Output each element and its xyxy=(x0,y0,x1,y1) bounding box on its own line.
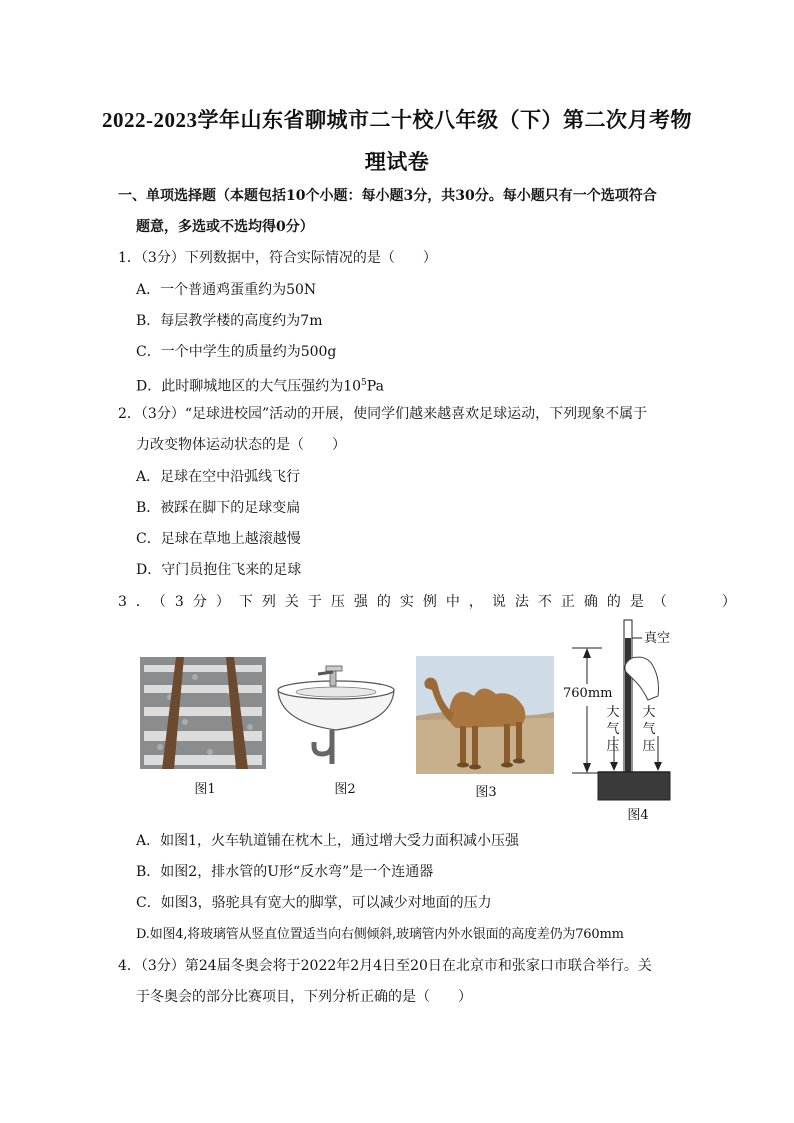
question-2-option-b: B．被踩在脚下的足球变扁 xyxy=(136,500,301,516)
figure-1-caption: 图1 xyxy=(194,782,216,797)
height-760mm-label: 760mm xyxy=(563,686,613,701)
question-2-option-d: D．守门员抱住飞来的足球 xyxy=(136,562,302,578)
figure-2-caption: 图2 xyxy=(334,782,356,797)
section-heading-line1: 一、单项选择题（本题包括10个小题：每小题3分，共30分。每小题只有一个选项符合 xyxy=(118,188,657,204)
question-2-stem-line2: 力改变物体运动状态的是（ ） xyxy=(136,437,346,453)
atm-left-char-3: 压 xyxy=(606,739,620,754)
atm-right-char-2: 气 xyxy=(642,722,656,737)
question-3-option-b: B．如图2，排水管的U形“反水弯”是一个连通器 xyxy=(136,864,434,880)
atmospheric-pressure-label-left xyxy=(605,704,621,755)
question-1-stem: 1．（3分）下列数据中，符合实际情况的是（ ） xyxy=(118,250,437,266)
question-2-option-a: A．足球在空中沿弧线飞行 xyxy=(136,469,301,485)
atm-right-char-1: 大 xyxy=(642,705,656,720)
question-4-stem-line1: 4．（3分）第24届冬奥会将于2022年2月4日至20日在北京市和张家口市联合举行。关 xyxy=(118,958,652,974)
question-3-stem: 3．（3分）下列关于压强的实例中，说法不正确的是（ ） xyxy=(118,594,745,610)
exam-title-line2: 理试卷 xyxy=(364,150,430,174)
figure-2-wash-basin xyxy=(272,660,400,772)
question-4-stem-line2: 于冬奥会的部分比赛项目，下列分析正确的是（ ） xyxy=(136,989,472,1005)
question-1-option-a: A．一个普通鸡蛋重约为50N xyxy=(136,282,317,298)
atm-left-char-2: 气 xyxy=(606,722,620,737)
atm-right-char-3: 压 xyxy=(642,739,656,754)
exam-title-line1: 2022-2023学年山东省聊城市二十校八年级（下）第二次月考物 xyxy=(102,108,692,132)
question-1-option-d-exponent: 5 xyxy=(361,378,367,388)
atm-left-char-1: 大 xyxy=(606,705,620,720)
section-heading-line2: 题意，多选或不选均得0分） xyxy=(136,219,314,235)
question-1-option-d-unit: Pa xyxy=(366,378,384,395)
question-2-option-c: C．足球在草地上越滚越慢 xyxy=(136,531,301,547)
question-3-option-d: D.如图4,将玻璃管从竖直位置适当向右侧倾斜,玻璃管内外水银面的高度差仍为760mm xyxy=(136,927,624,942)
figure-1-railway-track xyxy=(140,657,266,769)
figure-4-caption: 图4 xyxy=(627,808,649,823)
question-3-option-c: C．如图3，骆驼具有宽大的脚掌，可以减少对地面的压力 xyxy=(136,895,492,911)
question-1-option-d-text: D．此时聊城地区的大气压强约为10 xyxy=(136,378,362,395)
question-2-stem-line1: 2．（3分）“足球进校园”活动的开展，使同学们越来越喜欢足球运动，下列现象不属于 xyxy=(118,406,648,422)
question-1-option-b: B．每层教学楼的高度约为7m xyxy=(136,313,323,329)
vacuum-label: 真空 xyxy=(644,631,671,646)
figure-3-camel-photo xyxy=(416,656,554,774)
figure-3-caption: 图3 xyxy=(475,785,497,800)
atmospheric-pressure-label-right xyxy=(641,704,657,755)
question-3-option-a: A．如图1，火车轨道铺在枕木上，通过增大受力面积减小压强 xyxy=(136,833,520,849)
question-1-option-c: C．一个中学生的质量约为500g xyxy=(136,344,337,360)
question-1-option-d xyxy=(136,374,384,396)
